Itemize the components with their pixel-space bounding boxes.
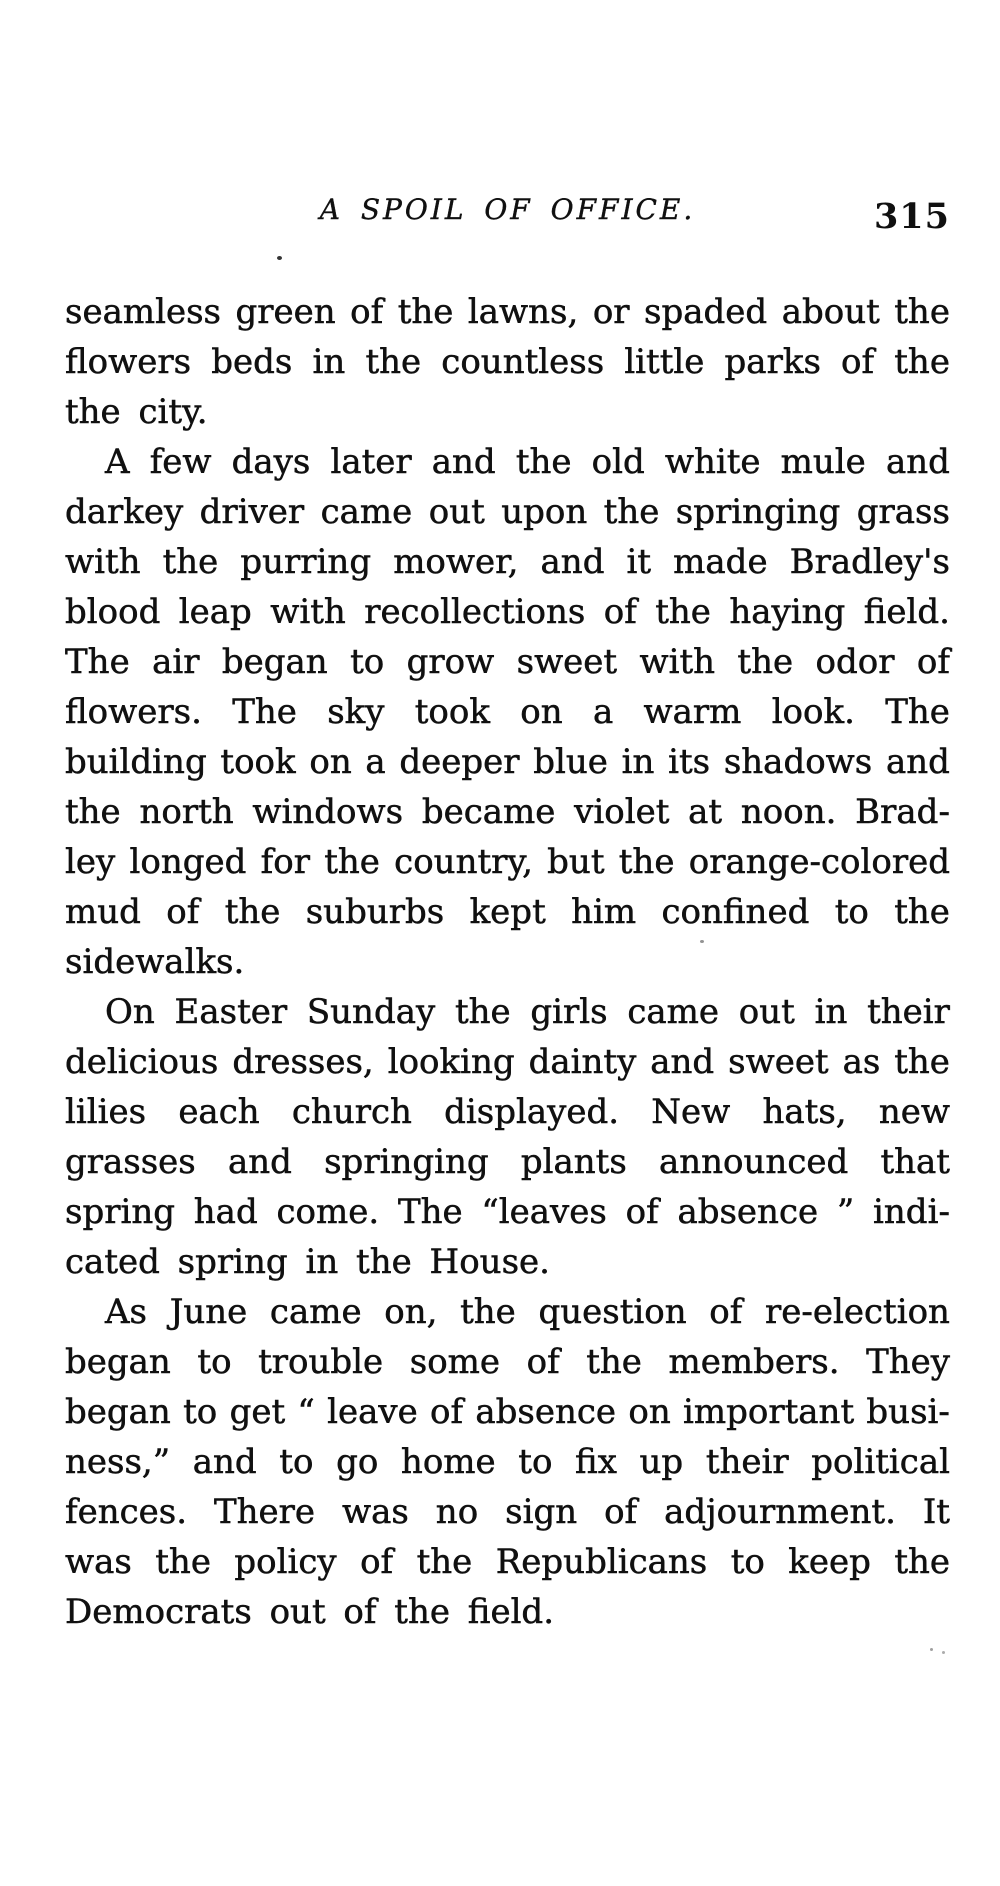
- text-line: Democrats out of the field.: [65, 1592, 555, 1632]
- page-title: A SPOIL OF OFFICE.: [319, 193, 696, 226]
- body-text: [65, 287, 950, 1637]
- text-line: cated spring in the House.: [65, 1242, 550, 1282]
- text-line: darkey driver came out upon the springing grass: [65, 492, 950, 532]
- text-line: blood leap with recollections of the haying field.: [65, 592, 950, 632]
- text-line: flowers beds in the countless little parks of the: [65, 342, 950, 382]
- text-line: A few days later and the old white mule and: [105, 442, 950, 482]
- text-line: On Easter Sunday the girls came out in their: [105, 992, 950, 1032]
- text-line: seamless green of the lawns, or spaded about the: [65, 292, 950, 332]
- page-number: 315: [873, 196, 950, 237]
- text-line: mud of the suburbs kept him confined to the: [65, 892, 950, 932]
- text-line: was the policy of the Republicans to keep the: [65, 1542, 950, 1582]
- text-line: delicious dresses, looking dainty and sweet as the: [65, 1042, 950, 1082]
- text-line: ness,” and to go home to fix up their political: [65, 1442, 950, 1482]
- text-line: began to trouble some of the members. They: [65, 1342, 950, 1382]
- scan-speck: [930, 1648, 933, 1651]
- text-line: lilies each church displayed. New hats, new: [65, 1092, 950, 1132]
- text-line: flowers. The sky took on a warm look. The: [65, 692, 950, 732]
- text-line: sidewalks.: [65, 942, 245, 982]
- scan-speck: [277, 256, 282, 260]
- text-line: spring had come. The “leaves of absence ” indi-: [65, 1192, 950, 1232]
- running-head: [65, 0, 950, 237]
- text-line: with the purring mower, and it made Bradley's: [65, 542, 950, 582]
- text-line: fences. There was no sign of adjournment. It: [65, 1492, 950, 1532]
- text-line: the north windows became violet at noon. Brad-: [65, 792, 950, 832]
- scan-speck: [942, 1651, 945, 1654]
- scan-speck: [700, 940, 704, 943]
- text-line: building took on a deeper blue in its shadows and: [65, 742, 950, 782]
- text-line: ley longed for the country, but the orange-colored: [65, 842, 950, 882]
- text-line: began to get “ leave of absence on important busi-: [65, 1392, 950, 1432]
- text-line: The air began to grow sweet with the odor of: [65, 642, 950, 682]
- text-line: grasses and springing plants announced that: [65, 1142, 950, 1182]
- text-line: As June came on, the question of re-election: [105, 1292, 950, 1332]
- text-line: the city.: [65, 392, 208, 432]
